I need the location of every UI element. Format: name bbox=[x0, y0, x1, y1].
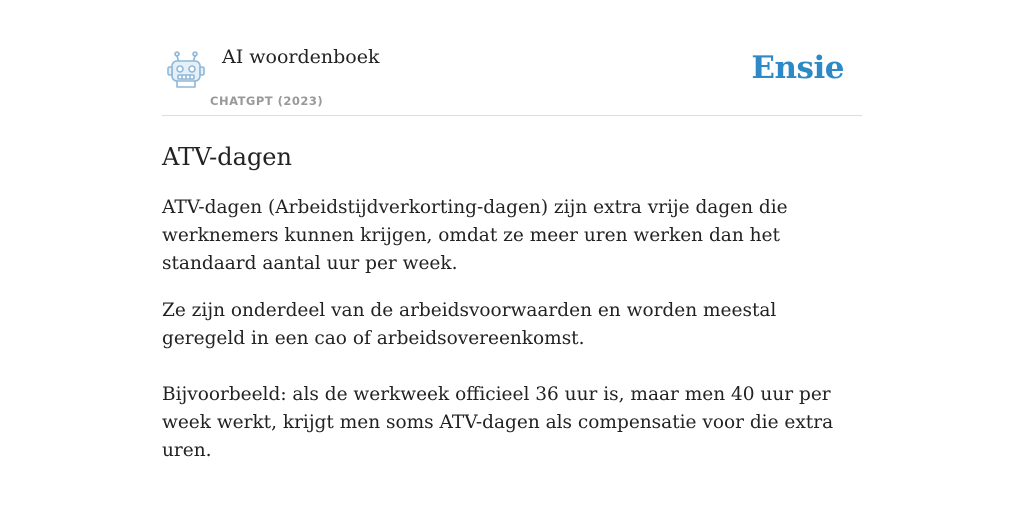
definition-paragraph: ATV-dagen (Arbeidstijdverkorting-dagen) zijn extra vrije dagen die werknemers kunnen krijgen, omdat ze meer uren werken dan het standaard aantal uur per week. bbox=[162, 197, 788, 274]
entry-title: ATV-dagen bbox=[162, 143, 292, 171]
dictionary-entry-card bbox=[162, 0, 862, 465]
entry-header bbox=[162, 0, 862, 116]
definition-paragraph: Bijvoorbeeld: als de werkweek officieel 36 uur is, maar men 40 uur per week werkt, krijgt men soms ATV-dagen als compensatie voor die extra uren. bbox=[162, 384, 834, 461]
source-name: AI woordenboek bbox=[222, 46, 380, 68]
ensie-logo[interactable]: Ensie bbox=[751, 50, 844, 86]
definition-paragraph: Ze zijn onderdeel van de arbeidsvoorwaarden en worden meestal geregeld in een cao of arbeidsovereenkomst. bbox=[162, 300, 777, 349]
source-label: CHATGPT (2023) bbox=[210, 94, 324, 108]
robot-icon bbox=[166, 50, 206, 90]
